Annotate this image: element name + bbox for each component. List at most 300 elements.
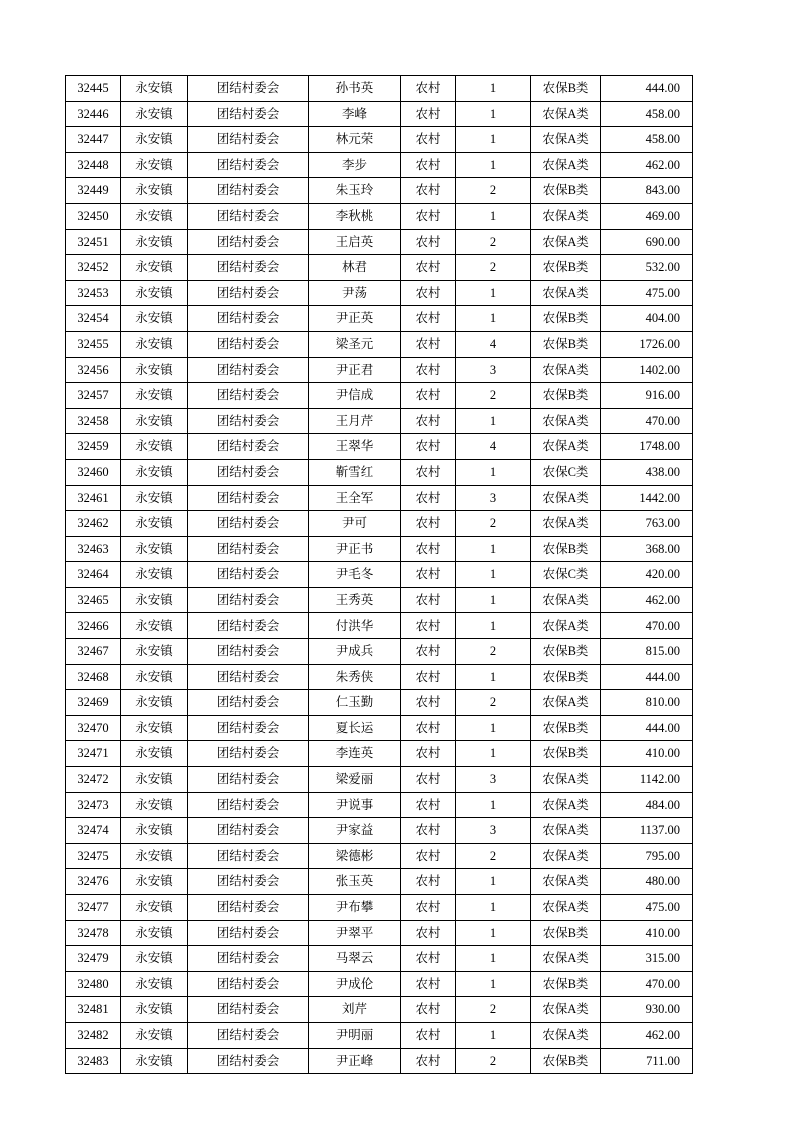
cell-insurance-type: 农保A类 [531,767,601,793]
cell-town: 永安镇 [121,152,188,178]
cell-serial: 32450 [66,203,121,229]
cell-insurance-type: 农保A类 [531,613,601,639]
table-row [66,203,693,229]
cell-insurance-type: 农保B类 [531,920,601,946]
cell-village: 团结村委会 [188,255,309,281]
cell-name: 林君 [309,255,401,281]
cell-town: 永安镇 [121,383,188,409]
cell-amount: 1137.00 [601,818,693,844]
cell-town: 永安镇 [121,1048,188,1074]
table-row [66,741,693,767]
table-row [66,459,693,485]
cell-count: 3 [456,767,531,793]
cell-residence: 农村 [401,383,456,409]
cell-amount: 404.00 [601,306,693,332]
cell-insurance-type: 农保B类 [531,715,601,741]
cell-residence: 农村 [401,792,456,818]
cell-insurance-type: 农保A类 [531,869,601,895]
cell-count: 1 [456,152,531,178]
cell-residence: 农村 [401,331,456,357]
table-row [66,536,693,562]
table-row [66,895,693,921]
cell-serial: 32472 [66,767,121,793]
table-row [66,613,693,639]
table-row [66,101,693,127]
table-row [66,946,693,972]
cell-insurance-type: 农保B类 [531,383,601,409]
cell-village: 团结村委会 [188,331,309,357]
cell-amount: 462.00 [601,587,693,613]
cell-count: 1 [456,76,531,102]
table-row [66,792,693,818]
cell-count: 1 [456,971,531,997]
cell-town: 永安镇 [121,971,188,997]
cell-name: 靳雪红 [309,459,401,485]
table-row [66,767,693,793]
cell-name: 李秋桃 [309,203,401,229]
cell-count: 3 [456,357,531,383]
cell-amount: 410.00 [601,920,693,946]
cell-residence: 农村 [401,971,456,997]
cell-amount: 444.00 [601,76,693,102]
cell-village: 团结村委会 [188,229,309,255]
cell-residence: 农村 [401,818,456,844]
cell-village: 团结村委会 [188,1048,309,1074]
cell-count: 1 [456,715,531,741]
cell-amount: 475.00 [601,895,693,921]
cell-town: 永安镇 [121,664,188,690]
cell-serial: 32456 [66,357,121,383]
cell-town: 永安镇 [121,331,188,357]
cell-amount: 420.00 [601,562,693,588]
cell-insurance-type: 农保A类 [531,357,601,383]
cell-insurance-type: 农保A类 [531,690,601,716]
cell-insurance-type: 农保B类 [531,741,601,767]
cell-village: 团结村委会 [188,664,309,690]
cell-village: 团结村委会 [188,127,309,153]
cell-count: 1 [456,895,531,921]
cell-count: 4 [456,434,531,460]
cell-residence: 农村 [401,1022,456,1048]
cell-residence: 农村 [401,690,456,716]
cell-village: 团结村委会 [188,306,309,332]
cell-amount: 690.00 [601,229,693,255]
table-row [66,562,693,588]
cell-serial: 32459 [66,434,121,460]
cell-count: 2 [456,690,531,716]
cell-amount: 470.00 [601,613,693,639]
cell-count: 1 [456,536,531,562]
cell-town: 永安镇 [121,178,188,204]
table-row [66,715,693,741]
cell-serial: 32453 [66,280,121,306]
cell-village: 团结村委会 [188,178,309,204]
cell-village: 团结村委会 [188,741,309,767]
cell-amount: 1402.00 [601,357,693,383]
cell-town: 永安镇 [121,843,188,869]
cell-amount: 843.00 [601,178,693,204]
cell-village: 团结村委会 [188,946,309,972]
cell-count: 2 [456,639,531,665]
cell-amount: 410.00 [601,741,693,767]
cell-amount: 763.00 [601,511,693,537]
cell-village: 团结村委会 [188,408,309,434]
cell-village: 团结村委会 [188,818,309,844]
cell-serial: 32465 [66,587,121,613]
cell-insurance-type: 农保A类 [531,997,601,1023]
cell-insurance-type: 农保B类 [531,1048,601,1074]
cell-residence: 农村 [401,895,456,921]
cell-village: 团结村委会 [188,613,309,639]
cell-name: 李峰 [309,101,401,127]
cell-serial: 32467 [66,639,121,665]
cell-insurance-type: 农保A类 [531,434,601,460]
cell-name: 梁德彬 [309,843,401,869]
cell-town: 永安镇 [121,639,188,665]
cell-amount: 438.00 [601,459,693,485]
cell-insurance-type: 农保A类 [531,587,601,613]
table-row [66,920,693,946]
table-row [66,818,693,844]
cell-residence: 农村 [401,203,456,229]
cell-town: 永安镇 [121,741,188,767]
cell-serial: 32463 [66,536,121,562]
cell-town: 永安镇 [121,536,188,562]
cell-village: 团结村委会 [188,357,309,383]
cell-town: 永安镇 [121,920,188,946]
cell-residence: 农村 [401,536,456,562]
cell-town: 永安镇 [121,792,188,818]
cell-name: 尹毛冬 [309,562,401,588]
cell-town: 永安镇 [121,408,188,434]
cell-village: 团结村委会 [188,587,309,613]
cell-serial: 32449 [66,178,121,204]
cell-town: 永安镇 [121,127,188,153]
table-row [66,306,693,332]
cell-residence: 农村 [401,587,456,613]
cell-serial: 32480 [66,971,121,997]
cell-name: 王启英 [309,229,401,255]
cell-count: 1 [456,459,531,485]
cell-town: 永安镇 [121,306,188,332]
cell-village: 团结村委会 [188,767,309,793]
cell-residence: 农村 [401,613,456,639]
cell-residence: 农村 [401,741,456,767]
cell-residence: 农村 [401,229,456,255]
cell-town: 永安镇 [121,280,188,306]
cell-village: 团结村委会 [188,536,309,562]
cell-count: 3 [456,818,531,844]
cell-count: 4 [456,331,531,357]
cell-serial: 32482 [66,1022,121,1048]
cell-residence: 农村 [401,920,456,946]
cell-serial: 32469 [66,690,121,716]
cell-amount: 462.00 [601,152,693,178]
cell-serial: 32455 [66,331,121,357]
cell-insurance-type: 农保B类 [531,536,601,562]
cell-village: 团结村委会 [188,152,309,178]
cell-town: 永安镇 [121,255,188,281]
cell-count: 1 [456,203,531,229]
cell-count: 1 [456,280,531,306]
cell-count: 1 [456,1022,531,1048]
cell-count: 1 [456,664,531,690]
cell-amount: 810.00 [601,690,693,716]
table-row [66,1022,693,1048]
cell-name: 刘芹 [309,997,401,1023]
cell-town: 永安镇 [121,511,188,537]
cell-serial: 32475 [66,843,121,869]
cell-serial: 32446 [66,101,121,127]
cell-count: 1 [456,946,531,972]
table-row [66,229,693,255]
table-row [66,331,693,357]
table-row [66,280,693,306]
cell-town: 永安镇 [121,895,188,921]
cell-village: 团结村委会 [188,895,309,921]
cell-name: 尹翠平 [309,920,401,946]
cell-insurance-type: 农保B类 [531,255,601,281]
cell-count: 2 [456,178,531,204]
table-row [66,690,693,716]
cell-village: 团结村委会 [188,459,309,485]
cell-serial: 32481 [66,997,121,1023]
cell-amount: 795.00 [601,843,693,869]
cell-name: 林元荣 [309,127,401,153]
cell-village: 团结村委会 [188,101,309,127]
cell-amount: 532.00 [601,255,693,281]
cell-serial: 32454 [66,306,121,332]
cell-count: 2 [456,843,531,869]
cell-residence: 农村 [401,767,456,793]
cell-insurance-type: 农保A类 [531,229,601,255]
cell-name: 尹正英 [309,306,401,332]
cell-town: 永安镇 [121,485,188,511]
cell-name: 付洪华 [309,613,401,639]
cell-village: 团结村委会 [188,562,309,588]
cell-residence: 农村 [401,357,456,383]
cell-residence: 农村 [401,459,456,485]
cell-residence: 农村 [401,306,456,332]
cell-residence: 农村 [401,255,456,281]
cell-town: 永安镇 [121,946,188,972]
cell-insurance-type: 农保A类 [531,895,601,921]
cell-name: 马翠云 [309,946,401,972]
cell-count: 2 [456,383,531,409]
cell-residence: 农村 [401,76,456,102]
cell-residence: 农村 [401,1048,456,1074]
cell-amount: 368.00 [601,536,693,562]
cell-serial: 32477 [66,895,121,921]
cell-residence: 农村 [401,946,456,972]
table-row [66,869,693,895]
cell-town: 永安镇 [121,587,188,613]
cell-count: 2 [456,1048,531,1074]
cell-residence: 农村 [401,127,456,153]
cell-village: 团结村委会 [188,971,309,997]
cell-serial: 32466 [66,613,121,639]
cell-serial: 32471 [66,741,121,767]
table-row [66,255,693,281]
cell-count: 2 [456,511,531,537]
cell-insurance-type: 农保A类 [531,101,601,127]
cell-residence: 农村 [401,639,456,665]
cell-insurance-type: 农保B类 [531,664,601,690]
cell-town: 永安镇 [121,715,188,741]
cell-name: 尹明丽 [309,1022,401,1048]
cell-count: 1 [456,127,531,153]
cell-town: 永安镇 [121,562,188,588]
cell-village: 团结村委会 [188,920,309,946]
cell-count: 2 [456,229,531,255]
cell-name: 尹正君 [309,357,401,383]
cell-town: 永安镇 [121,76,188,102]
cell-serial: 32460 [66,459,121,485]
cell-insurance-type: 农保A类 [531,946,601,972]
cell-amount: 916.00 [601,383,693,409]
cell-serial: 32461 [66,485,121,511]
cell-serial: 32452 [66,255,121,281]
cell-amount: 475.00 [601,280,693,306]
table-row [66,639,693,665]
cell-village: 团结村委会 [188,715,309,741]
table-row [66,511,693,537]
cell-serial: 32445 [66,76,121,102]
cell-village: 团结村委会 [188,997,309,1023]
cell-insurance-type: 农保A类 [531,511,601,537]
cell-amount: 1748.00 [601,434,693,460]
cell-residence: 农村 [401,843,456,869]
cell-village: 团结村委会 [188,485,309,511]
cell-residence: 农村 [401,869,456,895]
cell-amount: 815.00 [601,639,693,665]
cell-name: 尹成兵 [309,639,401,665]
cell-name: 尹荡 [309,280,401,306]
cell-name: 王全军 [309,485,401,511]
cell-amount: 480.00 [601,869,693,895]
cell-name: 梁爱丽 [309,767,401,793]
cell-serial: 32478 [66,920,121,946]
cell-serial: 32447 [66,127,121,153]
table-row [66,997,693,1023]
cell-insurance-type: 农保A类 [531,485,601,511]
cell-name: 张玉英 [309,869,401,895]
cell-insurance-type: 农保A类 [531,818,601,844]
cell-serial: 32476 [66,869,121,895]
cell-name: 尹成伦 [309,971,401,997]
cell-amount: 484.00 [601,792,693,818]
cell-amount: 470.00 [601,971,693,997]
table-row [66,587,693,613]
cell-residence: 农村 [401,280,456,306]
cell-residence: 农村 [401,178,456,204]
cell-insurance-type: 农保A类 [531,1022,601,1048]
cell-village: 团结村委会 [188,76,309,102]
table-body [66,76,693,1074]
cell-village: 团结村委会 [188,690,309,716]
table-row [66,127,693,153]
cell-name: 仁玉勤 [309,690,401,716]
cell-amount: 711.00 [601,1048,693,1074]
table-row [66,843,693,869]
cell-village: 团结村委会 [188,792,309,818]
cell-insurance-type: 农保C类 [531,459,601,485]
cell-serial: 32470 [66,715,121,741]
cell-name: 李连英 [309,741,401,767]
cell-amount: 930.00 [601,997,693,1023]
cell-name: 尹说事 [309,792,401,818]
cell-town: 永安镇 [121,818,188,844]
cell-insurance-type: 农保A类 [531,792,601,818]
cell-residence: 农村 [401,715,456,741]
cell-count: 3 [456,485,531,511]
cell-serial: 32464 [66,562,121,588]
cell-insurance-type: 农保A类 [531,152,601,178]
cell-village: 团结村委会 [188,511,309,537]
cell-name: 尹正峰 [309,1048,401,1074]
cell-town: 永安镇 [121,101,188,127]
cell-serial: 32457 [66,383,121,409]
cell-town: 永安镇 [121,767,188,793]
cell-count: 1 [456,792,531,818]
cell-name: 尹可 [309,511,401,537]
cell-amount: 462.00 [601,1022,693,1048]
cell-town: 永安镇 [121,229,188,255]
cell-name: 孙书英 [309,76,401,102]
cell-amount: 1726.00 [601,331,693,357]
cell-town: 永安镇 [121,459,188,485]
cell-residence: 农村 [401,434,456,460]
table-row [66,178,693,204]
cell-amount: 458.00 [601,127,693,153]
cell-amount: 444.00 [601,664,693,690]
cell-town: 永安镇 [121,357,188,383]
cell-town: 永安镇 [121,690,188,716]
cell-serial: 32474 [66,818,121,844]
cell-insurance-type: 农保B类 [531,76,601,102]
cell-residence: 农村 [401,562,456,588]
cell-count: 1 [456,101,531,127]
cell-amount: 1442.00 [601,485,693,511]
cell-amount: 469.00 [601,203,693,229]
payment-table [65,75,693,1074]
cell-count: 2 [456,997,531,1023]
cell-town: 永安镇 [121,997,188,1023]
table-row [66,664,693,690]
cell-town: 永安镇 [121,869,188,895]
cell-town: 永安镇 [121,203,188,229]
cell-name: 李步 [309,152,401,178]
cell-town: 永安镇 [121,613,188,639]
cell-serial: 32451 [66,229,121,255]
cell-name: 王秀英 [309,587,401,613]
cell-insurance-type: 农保A类 [531,127,601,153]
cell-amount: 470.00 [601,408,693,434]
cell-village: 团结村委会 [188,1022,309,1048]
cell-serial: 32462 [66,511,121,537]
table-row [66,485,693,511]
table-row [66,152,693,178]
cell-insurance-type: 农保B类 [531,306,601,332]
cell-serial: 32473 [66,792,121,818]
cell-village: 团结村委会 [188,203,309,229]
table-row [66,971,693,997]
cell-residence: 农村 [401,664,456,690]
cell-village: 团结村委会 [188,383,309,409]
cell-village: 团结村委会 [188,843,309,869]
cell-count: 1 [456,920,531,946]
cell-amount: 458.00 [601,101,693,127]
